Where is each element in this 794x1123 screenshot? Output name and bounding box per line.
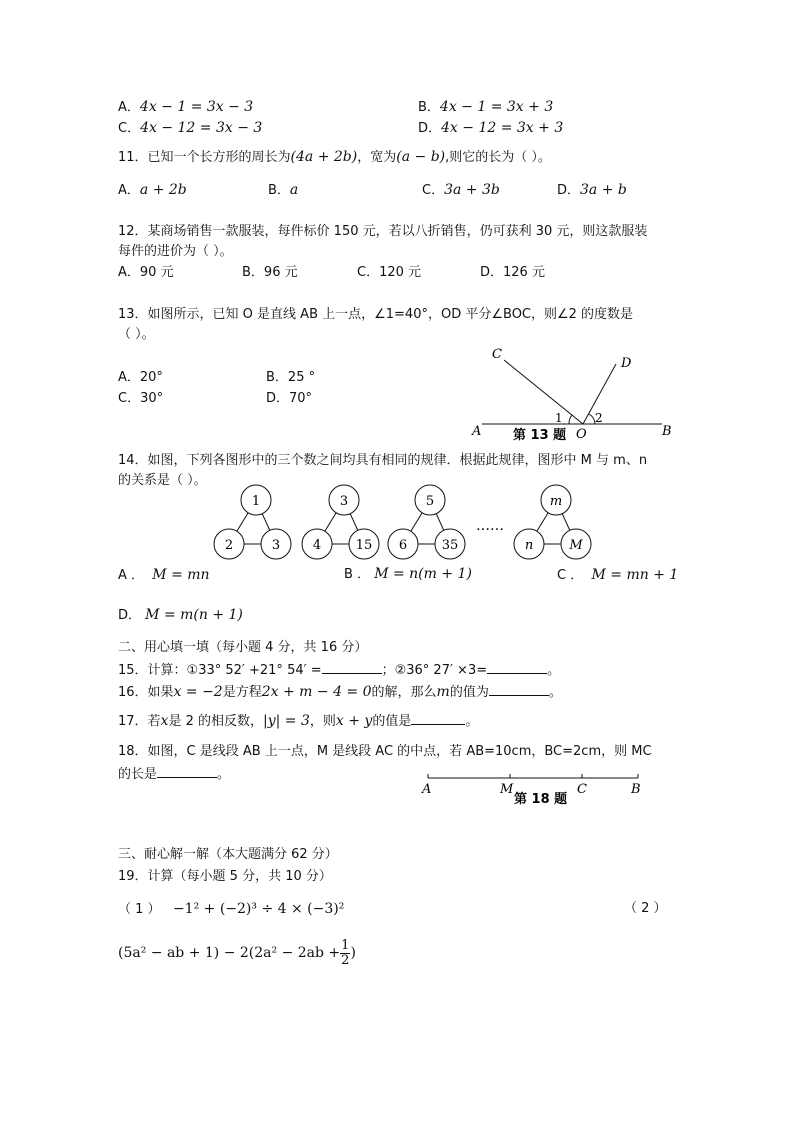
q19-part2-label: （ 2 ） [624, 901, 667, 916]
option-letter: D． [557, 183, 581, 198]
q16 [118, 682, 562, 702]
q11-stem [118, 148, 551, 167]
q13-option-d: D．70° [266, 391, 313, 406]
q11-option-a [118, 181, 187, 200]
q19-expression-2 [118, 936, 356, 971]
q17-part3: ，则 [309, 714, 336, 729]
q11-option-d [557, 181, 627, 200]
q19-expression-1: −1² + (−2)³ ÷ 4 × (−3)² [172, 901, 345, 917]
q12-line2: 每件的进价为（ ）。 [118, 244, 233, 259]
q17-variable-x: x [160, 713, 169, 729]
q11-stem-part: ，宽为 [357, 150, 397, 165]
q14-option-d [118, 606, 243, 625]
q12-option-a: A．90 元 [118, 265, 174, 280]
q19-part1 [118, 900, 344, 919]
number-label-right: 15 [355, 538, 373, 553]
section-3-heading: 三、耐心解一解（本大题满分 62 分） [118, 847, 338, 862]
q10-option-d [418, 119, 563, 138]
option-letter: C． [118, 121, 141, 136]
label-d: D [621, 356, 632, 371]
q17-sum: x + y [335, 713, 373, 729]
q11-option-c [422, 181, 500, 200]
q11-stem-part: ,则它的长为（ ）。 [445, 150, 551, 165]
q18-blank[interactable] [157, 764, 217, 778]
q14-figure [200, 480, 610, 562]
q15-blank-1[interactable] [322, 660, 382, 674]
q13-line2: （ ）。 [118, 327, 155, 342]
option-value: a + 2b [139, 182, 187, 198]
option-letter: B． [418, 100, 440, 115]
option-value: 3a + 3b [444, 182, 500, 198]
option-equation: 4x − 12 = 3x − 3 [140, 120, 263, 136]
q14-line2: 的关系是（ ）。 [118, 473, 207, 488]
number-label-top: m [549, 494, 563, 509]
option-letter: A ． [118, 568, 145, 583]
fraction-denominator: 2 [341, 953, 350, 968]
q16-variable-m: m [436, 684, 450, 700]
option-equation: M = mn [152, 567, 210, 583]
label-a: A [472, 424, 482, 439]
q16-end: 。 [548, 685, 562, 700]
q11-option-b [268, 181, 298, 200]
q11-stem-part: 11．已知一个长方形的周长为 [118, 150, 291, 165]
q19-expression-2-right: ) [350, 945, 356, 961]
option-equation: M = mn + 1 [591, 567, 679, 583]
number-triangle [214, 485, 291, 559]
number-triangle [514, 485, 591, 559]
q12-option-b: B．96 元 [242, 265, 298, 280]
number-label-left: 6 [398, 538, 408, 553]
option-value: a [289, 182, 299, 198]
number-label-top: 1 [251, 494, 261, 509]
q15-part2: ；②36° 27′ ×3= [381, 663, 488, 678]
q10-option-a [118, 98, 253, 117]
q18-caption: 第 18 题 [514, 792, 568, 807]
number-label-top: 5 [425, 494, 435, 509]
option-equation: 4x − 12 = 3x + 3 [441, 120, 564, 136]
q16-part4: 的值为 [449, 685, 489, 700]
option-equation: 4x − 1 = 3x − 3 [139, 99, 254, 115]
angle-1-arc [569, 415, 572, 424]
option-equation: 4x − 1 = 3x + 3 [439, 99, 554, 115]
label-o: O [576, 427, 587, 442]
option-letter: A． [118, 100, 140, 115]
number-label-left: 4 [312, 538, 322, 553]
q17-part4: 的值是 [372, 714, 412, 729]
q16-part1: 16．如果 [118, 685, 174, 700]
fraction-one-half [340, 939, 350, 968]
q16-part3: 的解，那么 [371, 685, 437, 700]
q13-option-a: A．20° [118, 370, 163, 385]
label-b: B [662, 424, 672, 439]
q13-line1: 13．如图所示，已知 O 是直线 AB 上一点，∠1=40°，OD 平分∠BOC，则∠2 的度数是 [118, 307, 634, 322]
q12-option-d: D．126 元 [480, 265, 545, 280]
q15-part1: 15．计算：①33° 52′ +21° 54′ = [118, 663, 322, 678]
q12-option-c: C．120 元 [357, 265, 422, 280]
option-letter: B ． [344, 567, 371, 582]
q17-abs-y: |y| = 3 [263, 713, 310, 729]
q14-option-c [557, 566, 678, 585]
q15-end: 。 [547, 663, 561, 678]
q10-option-c [118, 119, 262, 138]
q18-end: 。 [217, 767, 231, 782]
option-letter: D． [418, 121, 442, 136]
number-label-right: M [569, 538, 583, 553]
number-label-left: n [524, 538, 534, 553]
number-label-left: 2 [224, 538, 234, 553]
q19-expression-2-left: (5a² − ab + 1) − 2(2a² − 2ab + [118, 945, 341, 961]
q18-line1: 18．如图，C 是线段 AB 上一点，M 是线段 AC 的中点，若 AB=10cm，BC=2cm，则 MC [118, 744, 652, 759]
q16-blank[interactable] [489, 682, 549, 696]
number-label-right: 35 [441, 538, 459, 553]
option-equation: M = m(n + 1) [145, 607, 243, 623]
q14-option-a [118, 566, 210, 585]
q16-x-value: x = −2 [173, 684, 223, 700]
q19-title: 19．计算（每小题 5 分，共 10 分） [118, 869, 332, 884]
q16-equation: 2x + m − 4 = 0 [261, 684, 372, 700]
q13-option-c: C．30° [118, 391, 164, 406]
number-triangle [302, 485, 379, 559]
q12-line1: 12．某商场销售一款服装，每件标价 150 元，若以八折销售，仍可获利 30 元，则这款服装 [118, 224, 648, 239]
q11-perimeter: (4a + 2b) [290, 149, 358, 165]
number-label-right: 3 [271, 538, 281, 553]
q17 [118, 711, 478, 731]
q14-line1: 14．如图，下列各图形中的三个数之间均具有相同的规律．根据此规律，图形中 M 与 m、n [118, 453, 648, 468]
option-letter: C． [422, 183, 445, 198]
q18-part: 的长是 [118, 767, 158, 782]
option-letter: B． [268, 183, 290, 198]
option-value: 3a + b [580, 182, 627, 198]
q11-width: (a − b) [396, 149, 446, 165]
number-triangle [388, 485, 465, 559]
q19-part1-label: （ 1 ） [118, 902, 161, 917]
label-b: B [631, 782, 641, 797]
q14-option-b [344, 565, 472, 584]
q16-part2: 是方程 [222, 685, 262, 700]
ray-oc [504, 360, 583, 424]
fraction-numerator: 1 [341, 938, 350, 953]
option-letter: D． [118, 608, 142, 623]
q13-caption: 第 13 题 [513, 428, 567, 443]
q17-part1: 17．若 [118, 714, 161, 729]
ellipsis-dots: …… [476, 518, 504, 534]
q10-option-b [418, 98, 553, 117]
q18-line2 [118, 764, 230, 784]
label-c: C [492, 347, 502, 362]
q13-option-b: B．25 ° [266, 370, 316, 385]
q18-figure [416, 770, 648, 810]
option-letter: C ． [557, 568, 584, 583]
label-c: C [577, 782, 587, 797]
option-equation: M = n(m + 1) [374, 566, 472, 582]
label-m: M [500, 782, 514, 797]
q17-end: 。 [465, 714, 479, 729]
q13-figure [466, 340, 686, 448]
q17-part2: 是 2 的相反数， [168, 714, 263, 729]
option-letter: A． [118, 183, 140, 198]
q15-blank-2[interactable] [487, 660, 547, 674]
q17-blank[interactable] [411, 711, 465, 725]
number-label-top: 3 [339, 494, 349, 509]
label-angle-2: 2 [595, 411, 603, 425]
section-2-heading: 二、用心填一填（每小题 4 分，共 16 分） [118, 640, 368, 655]
q15 [118, 660, 560, 680]
label-a: A [422, 782, 432, 797]
label-angle-1: 1 [555, 411, 563, 425]
